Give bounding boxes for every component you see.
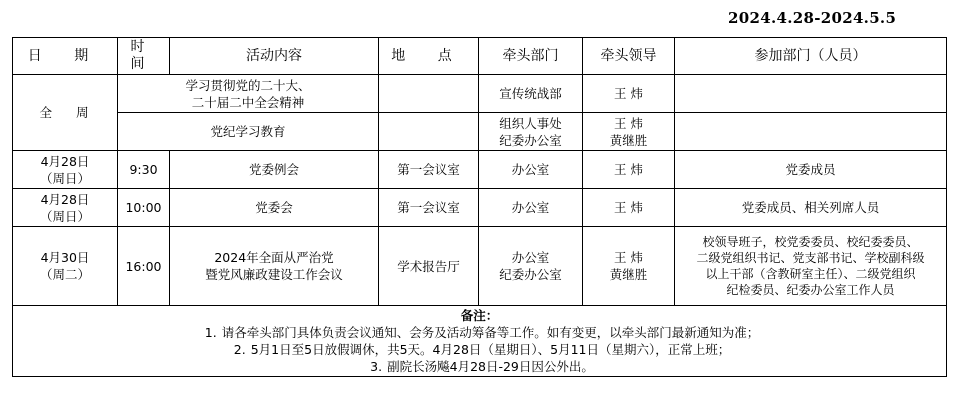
activity-line: 暨党风廉政建设工作会议	[205, 267, 343, 282]
dept-cell: 宣传统战部	[479, 75, 583, 113]
note-text: 请各牵头部门具体负责会议通知、会务及活动筹备等工作。如有变更，以牵头部门最新通知为准；	[221, 325, 760, 340]
date-cell	[13, 227, 118, 306]
table-header-row	[13, 38, 947, 75]
header-participants: 参加部门（人员）	[675, 38, 947, 75]
participants-cell	[675, 113, 947, 151]
note-number: 2.	[233, 342, 246, 357]
allweek-date-cell: 全 周	[13, 75, 118, 151]
leader-cell: 王 炜	[583, 75, 675, 113]
date-cell	[13, 151, 118, 189]
activity-line: 2024年全面从严治党	[214, 250, 334, 265]
activity-cell	[118, 75, 379, 113]
weekday-line: （周日）	[39, 170, 90, 186]
location-cell	[379, 113, 479, 151]
date-line: 4月28日	[40, 191, 90, 207]
header-leader: 牵头领导	[583, 38, 675, 75]
note-number: 3.	[370, 359, 383, 374]
time-cell: 9:30	[118, 151, 170, 189]
activity-cell: 党委例会	[170, 151, 379, 189]
note-text: 5月1日至5日放假调休，共5天。4月28日（星期日）、5月11日（星期六），正常上班；	[250, 342, 731, 357]
participants-cell	[675, 75, 947, 113]
date-line: 4月30日	[40, 250, 90, 265]
leader-line: 王 炜	[614, 115, 643, 131]
table-row	[13, 189, 947, 227]
leader-cell	[583, 227, 675, 306]
dept-cell	[479, 113, 583, 151]
activity-cell: 党委会	[170, 189, 379, 227]
note-item	[15, 358, 944, 375]
leader-line: 黄继胜	[609, 267, 648, 282]
participants-cell: 党委成员	[675, 151, 947, 189]
participants-cell	[675, 227, 947, 306]
notes-title: 备注：	[460, 308, 499, 323]
table-row	[13, 75, 947, 113]
dept-line: 办公室	[511, 250, 550, 265]
date-cell	[13, 189, 118, 227]
activity-line: 二十届二中全会精神	[191, 94, 305, 110]
activity-line: 学习贯彻党的二十大、	[185, 77, 311, 93]
location-cell: 第一会议室	[379, 189, 479, 227]
dept-line: 组织人事处	[499, 115, 562, 131]
table-row	[13, 113, 947, 151]
location-cell: 第一会议室	[379, 151, 479, 189]
notes-row	[13, 306, 947, 377]
dept-line: 纪委办公室	[499, 267, 562, 282]
table-row	[13, 227, 947, 306]
leader-cell: 王 炜	[583, 189, 675, 227]
leader-cell: 王 炜	[583, 151, 675, 189]
dept-cell	[479, 227, 583, 306]
leader-line: 王 炜	[614, 250, 643, 265]
dept-cell: 办公室	[479, 151, 583, 189]
notes-cell	[13, 306, 947, 377]
time-cell: 16:00	[118, 227, 170, 306]
participants-cell: 党委成员、相关列席人员	[675, 189, 947, 227]
header-dept: 牵头部门	[479, 38, 583, 75]
leader-cell	[583, 113, 675, 151]
location-cell: 学术报告厅	[379, 227, 479, 306]
note-item	[15, 324, 944, 341]
dept-line: 纪委办公室	[499, 132, 562, 148]
weekday-line: （周日）	[39, 208, 90, 224]
header-time: 时 间	[118, 38, 170, 75]
activity-cell: 党纪学习教育	[118, 113, 379, 151]
leader-line: 黄继胜	[609, 132, 648, 148]
note-item	[15, 341, 944, 358]
activity-cell	[170, 227, 379, 306]
date-line: 4月28日	[40, 153, 90, 169]
dept-cell: 办公室	[479, 189, 583, 227]
header-activity: 活动内容	[170, 38, 379, 75]
participants-line: 以上干部（含教研室主任）、二级党组织	[705, 267, 916, 281]
participants-line: 校领导班子，校党委委员、校纪委委员、	[702, 235, 919, 249]
participants-line: 纪检委员、纪委办公室工作人员	[726, 283, 895, 297]
time-cell: 10:00	[118, 189, 170, 227]
note-number: 1.	[204, 325, 217, 340]
schedule-table	[12, 37, 947, 377]
date-range: 2024.4.28-2024.5.5	[728, 9, 897, 27]
location-cell	[379, 75, 479, 113]
note-text: 副院长汤飚4月28日-29日因公外出。	[387, 359, 594, 374]
header-location: 地 点	[379, 38, 479, 75]
header-date: 日 期	[13, 38, 118, 75]
weekday-line: （周二）	[39, 267, 90, 282]
table-row	[13, 151, 947, 189]
participants-line: 二级党组织书记、党支部书记、学校副科级	[696, 251, 925, 265]
